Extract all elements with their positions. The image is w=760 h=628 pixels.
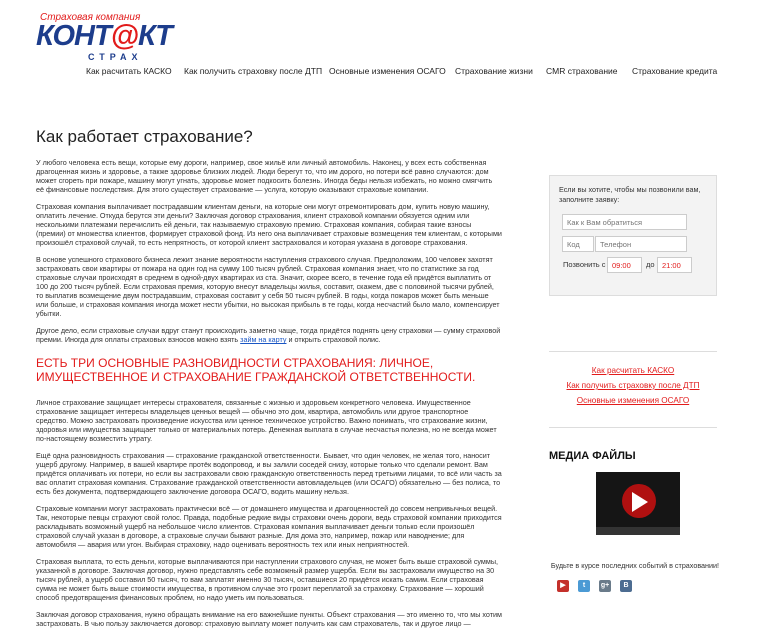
sidebar-link-kasko[interactable]: Как расчитать КАСКО: [591, 366, 675, 375]
sidebar-link-dtp[interactable]: Как получить страховку после ДТП: [566, 381, 700, 390]
article-paragraph: В основе успешного страхового бизнеса лежит знание вероятности наступления страхового случая. Предположим, 100 человек захотят застраховать свои квартиры от пожара на один год на сумму 100 тысяч рублей. Страховая компания знает, что по статистике за год страховые случаи происходят в среднем в одной-двух квартирах из ста. Значит, скорее всего, в течение года ей придётся выплатить от 100 до 200 тысяч рублей. Если страховая премия, которую внесут владельцы жилья, составит, скажем, две с половиной тысячи рублей, то выплатив возмещение двум пострадавшим, страховая составит у себя 50 тысяч рублей. В годы, когда пожаров может быть меньше или больше, и страховая компания иногда может нести убытки, но высокая прибыль в те годы, когда несчастий было мало, компенсирует убытки.: [36, 255, 500, 318]
article-paragraph: Личное страхование защищает интересы страхователя, связанные с жизнью и здоровьем конкретного человека. Имущественное страхование защищает интересы владельцев ценных вещей — обычно это дом, квартира, автомобиль или другое транспортное средство. Можно застраховать произведение искусства или ценное техническое устройство. Важно понимать, что страхование жизни, здоровья или имущества защищает только от материальных потерь. Денежная выплата в случае несчастья полезна, но не всегда может по-настоящему возместить утрату.: [36, 398, 497, 443]
nav-item-dtp[interactable]: Как получить страховку после ДТП: [184, 66, 323, 76]
vkontakte-icon[interactable]: B: [620, 580, 632, 592]
divider: [549, 351, 717, 352]
video-thumbnail[interactable]: [596, 472, 680, 535]
time-from-input[interactable]: [607, 257, 642, 273]
article-paragraph: Страховая выплата, то есть деньги, которые выплачиваются при наступлении страхового случая, не может быть выше страховой суммы, указанной в договоре. Заключая договор, нужно представлять себе возможный размер ущерба. Если вы застраховали имущество на 30 тысяч рублей, а ущерб составил 50 тысяч, то вам заплатят именно 30 тысяч, оставшиеся 20 придётся искать самим. Если страховая сумма не может быть выше стоимости имущества, в противном случае это грозит переплатой за страховку. Страхование — хороший способ предотвращения финансовых проблем, но надо уметь им пользоваться.: [36, 557, 498, 602]
play-icon: [632, 492, 648, 512]
article-paragraph: Заключая договор страхования, нужно обращать внимание на его важнейшие пункты. Объект страхования — это именно то, что мы хотим застраховать. В чью пользу заключается договор: страховую выплату может получить как сам страхователь, так и другое лицо —: [36, 610, 502, 628]
callback-form: [549, 175, 717, 296]
time-to-input[interactable]: [657, 257, 692, 273]
sidebar-link-osago[interactable]: Основные изменения ОСАГО: [576, 396, 690, 405]
media-title: МЕДИА ФАЙЛЫ: [549, 450, 636, 462]
article-paragraph: Ещё одна разновидность страхования — страхование гражданской ответственности. Бывает, что один человек, не желая того, наносит ущерб другому. Например, в вашей квартире протёк водопровод, и вы залили соседей снизу, которые только что сделали ремонт. Вам придётся оплачивать их потери, но если вы застраховали свою гражданскую ответственность перед третьими лицами, то всё или часть за вас оплатит страховая компания. Страхование гражданской ответственности автовладельцев (или ОСАГО) обязательно — без полиса, то есть без документа, подтверждающего заключение договора ОСАГО, водить машину нельзя.: [36, 451, 502, 496]
logo-subtitle: СТРАХ: [88, 52, 143, 62]
article-paragraph: Другое дело, если страховые случаи вдруг станут происходить заметно чаще, тогда придётся поднять цену страховки — сумму страховой премии. Иногда для оплаты страховых взносов можно взять займ на карту и открыть страховой полис.: [36, 326, 501, 344]
logo[interactable]: [36, 12, 186, 62]
section-heading: ЕСТЬ ТРИ ОСНОВНЫЕ РАЗНОВИДНОСТИ СТРАХОВАНИЯ: ЛИЧНОЕ, ИМУЩЕСТВЕННОЕ И СТРАХОВАНИЕ ГРАЖДАНСКОЙ ОТВЕТСТВЕННОСТИ.: [36, 356, 476, 384]
nav-item-life[interactable]: Страхование жизни: [455, 66, 533, 76]
phone-code-input[interactable]: [562, 236, 594, 252]
sidebar-links: [549, 363, 717, 408]
article-paragraph: Страховая компания выплачивает пострадавшим клиентам деньги, на которые они могут отремонтировать дом, купить новую машину, оплатить лечение. Откуда берутся эти деньги? Заключая договор страхования, клиент страховой компании обязуется одним или несколькими платежами перечислить ей деньги, так называемую страховую премию. Страховая компания, собирая такие взносы (премии) от множества клиентов, формирует страховой фонд. Из него она выплачивает страховые возмещения тем клиентам, с которыми произошёл страховой случай, то есть непрятность, от которой клиент застраховался и которая указана в договоре страхования.: [36, 202, 502, 247]
nav-item-kasko[interactable]: Как расчитать КАСКО: [86, 66, 172, 76]
loan-link[interactable]: займ на карту: [240, 335, 287, 344]
video-controls: [596, 527, 680, 535]
article: [36, 126, 502, 628]
name-input[interactable]: [562, 214, 687, 230]
nav-item-cmr[interactable]: CMR страхование: [546, 66, 618, 76]
phone-input[interactable]: [595, 236, 687, 252]
article-paragraph: У любого человека есть вещи, которые ему дороги, например, свое жильё или личный автомобиль. Наконец, у всех есть собственная драгоценная жизнь и здоровье, а также здоровье близких людей. Люди берегут то, что им дорого, но потери всё равно случаются: дом может сгореть при пожаре, машину могут угнать, здоровье может подкосить болезнь. Иногда беды нельзя избежать, но можно смягчить её финансовые последствия. Для этого существует страхование — услуга, которую оказывают страховые компании.: [36, 158, 493, 194]
sidebar: [549, 175, 720, 589]
logo-tagline: Страховая компания: [40, 12, 141, 23]
article-paragraph: Страховые компании могут застраховать практически всё — от домашнего имущества и драгоценностей до совсем непривычных вещей. Так, некоторые певцы страхуют свой голос. Правда, подобные редкие виды страховки очень дороги, ведь страховой компании приходится раскладывать возможный ущерб на небольшое число клиентов. Страховая компания выплачивает деньги только если произошёл страховой случай указан в договоре, а страховые случаи бывают разные. Для дома это, например, пожар или наводнение; для автомобиля — авария или угон. Выбирая страховку, надо оценивать вероятность тех или иных неприятностей.: [36, 504, 502, 549]
nav-item-credit[interactable]: Страхование кредита: [632, 66, 718, 76]
main-nav: [86, 66, 726, 80]
page-title: Как работает страхование?: [36, 127, 253, 146]
callback-intro: Если вы хотите, чтобы мы позвонили вам, заполните заявку:: [559, 185, 701, 204]
twitter-icon[interactable]: t: [578, 580, 590, 592]
social-icons: [557, 580, 717, 594]
media-caption: Будьте в курсе последних событий в страховании!: [550, 561, 720, 570]
youtube-icon[interactable]: ▶: [557, 580, 569, 592]
divider: [549, 427, 717, 428]
call-from-label: Позвонить с: [563, 260, 606, 269]
nav-item-osago[interactable]: Основные изменения ОСАГО: [329, 66, 446, 76]
logo-wordmark: КОНТ@КТ: [36, 20, 172, 52]
google-plus-icon[interactable]: g+: [599, 580, 611, 592]
to-label: до: [646, 260, 655, 269]
